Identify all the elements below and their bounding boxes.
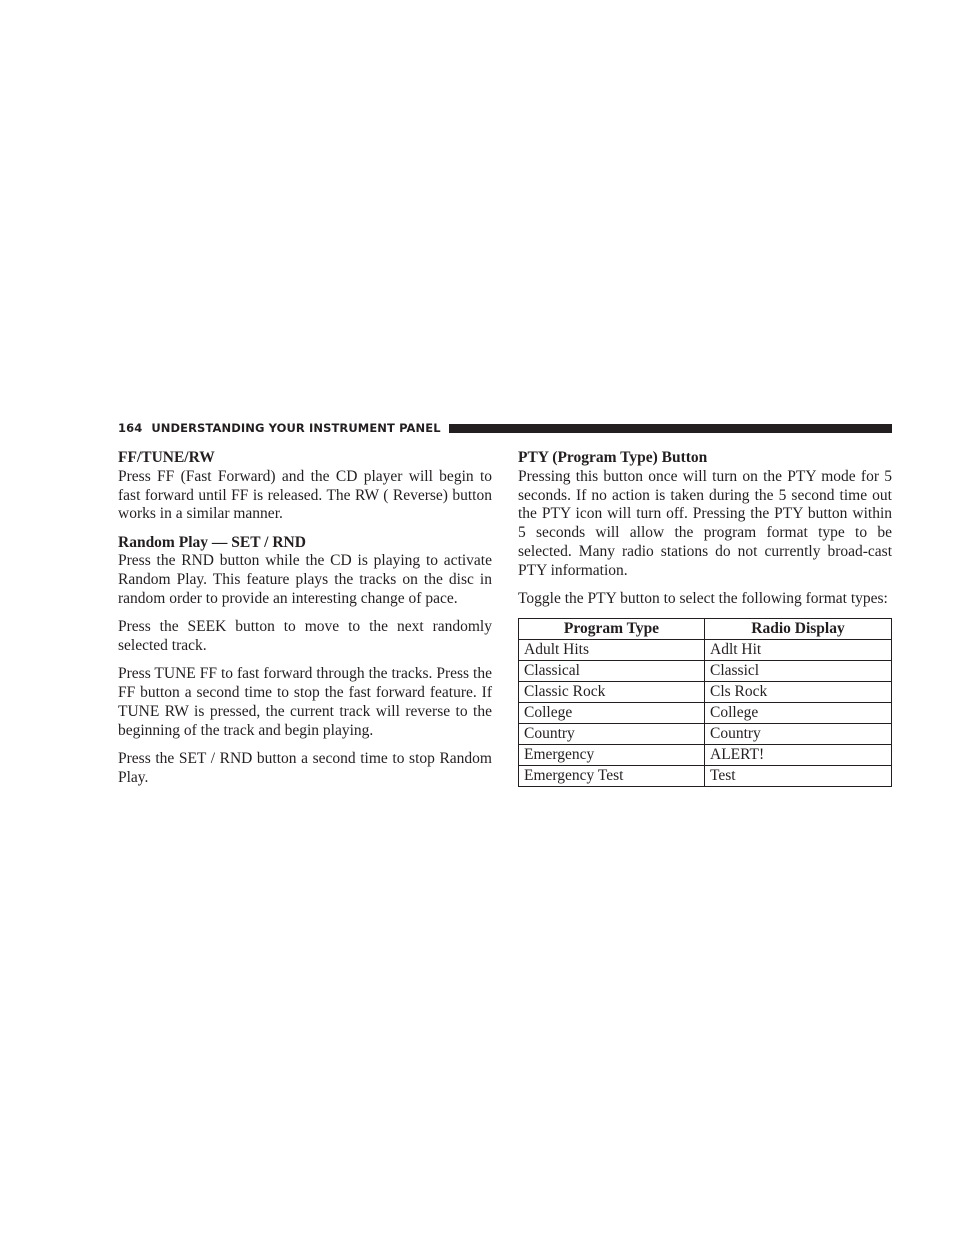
column-header-radio-display: Radio Display <box>705 618 892 639</box>
page-number: 164 <box>118 421 143 435</box>
table-row <box>519 744 892 765</box>
table-row <box>519 639 892 660</box>
program-type-cell: Emergency Test <box>519 765 705 786</box>
random-play-paragraph-3: Press TUNE FF to fast forward through the tracks. Press the FF button a second time to stop the fast forward feature. If TUNE RW is pressed, the current track will reverse to the beginning of the track and begin playing. <box>118 665 492 739</box>
program-type-table <box>518 618 892 787</box>
section-title: UNDERSTANDING YOUR INSTRUMENT PANEL <box>151 421 441 435</box>
radio-display-cell: Test <box>705 765 892 786</box>
table-row <box>519 765 892 786</box>
random-play-paragraph-2: Press the SEEK button to move to the next randomly selected track. <box>118 618 492 655</box>
program-type-cell: Classic Rock <box>519 681 705 702</box>
program-type-cell: Adult Hits <box>519 639 705 660</box>
program-type-cell: Emergency <box>519 744 705 765</box>
program-type-cell: College <box>519 702 705 723</box>
random-play-paragraph-1: Press the RND button while the CD is playing to activate Random Play. This feature plays the tracks on the disc in random order to provide an interesting change of pace. <box>118 552 492 608</box>
table-header-row <box>519 618 892 639</box>
program-type-cell: Classical <box>519 660 705 681</box>
table-row <box>519 681 892 702</box>
pty-section <box>518 449 892 609</box>
radio-display-cell: Country <box>705 723 892 744</box>
left-column <box>118 449 492 797</box>
random-play-section <box>118 534 492 788</box>
table-row <box>519 660 892 681</box>
pty-paragraph-1: Pressing this button once will turn on the PTY mode for 5 seconds. If no action is taken during the 5 second time out the PTY icon will turn off. Pressing the PTY button within 5 seconds will allow the program format type to be selected. Many radio stations do not currently broad-cast PTY information. <box>518 467 892 579</box>
right-column <box>518 449 892 787</box>
header-rule <box>449 424 892 433</box>
radio-display-cell: College <box>705 702 892 723</box>
random-play-paragraph-4: Press the SET / RND button a second time to stop Random Play. <box>118 750 492 786</box>
radio-display-cell: ALERT! <box>705 744 892 765</box>
ff-tune-rw-section <box>118 449 492 524</box>
radio-display-cell: Cls Rock <box>705 681 892 702</box>
program-type-cell: Country <box>519 723 705 744</box>
table-row <box>519 723 892 744</box>
pty-paragraph-2: Toggle the PTY button to select the following format types: <box>518 590 888 608</box>
random-play-heading: Random Play — SET / RND <box>118 533 306 551</box>
table-row <box>519 702 892 723</box>
ff-tune-rw-body: Press FF (Fast Forward) and the CD player will begin to fast forward until FF is released. The RW ( Reverse) button works in a similar manner. <box>118 467 492 523</box>
page-header <box>118 420 892 436</box>
radio-display-cell: Classicl <box>705 660 892 681</box>
ff-tune-rw-heading: FF/TUNE/RW <box>118 449 215 466</box>
radio-display-cell: Adlt Hit <box>705 639 892 660</box>
pty-heading: PTY (Program Type) Button <box>518 449 708 466</box>
column-header-program-type: Program Type <box>519 618 705 639</box>
